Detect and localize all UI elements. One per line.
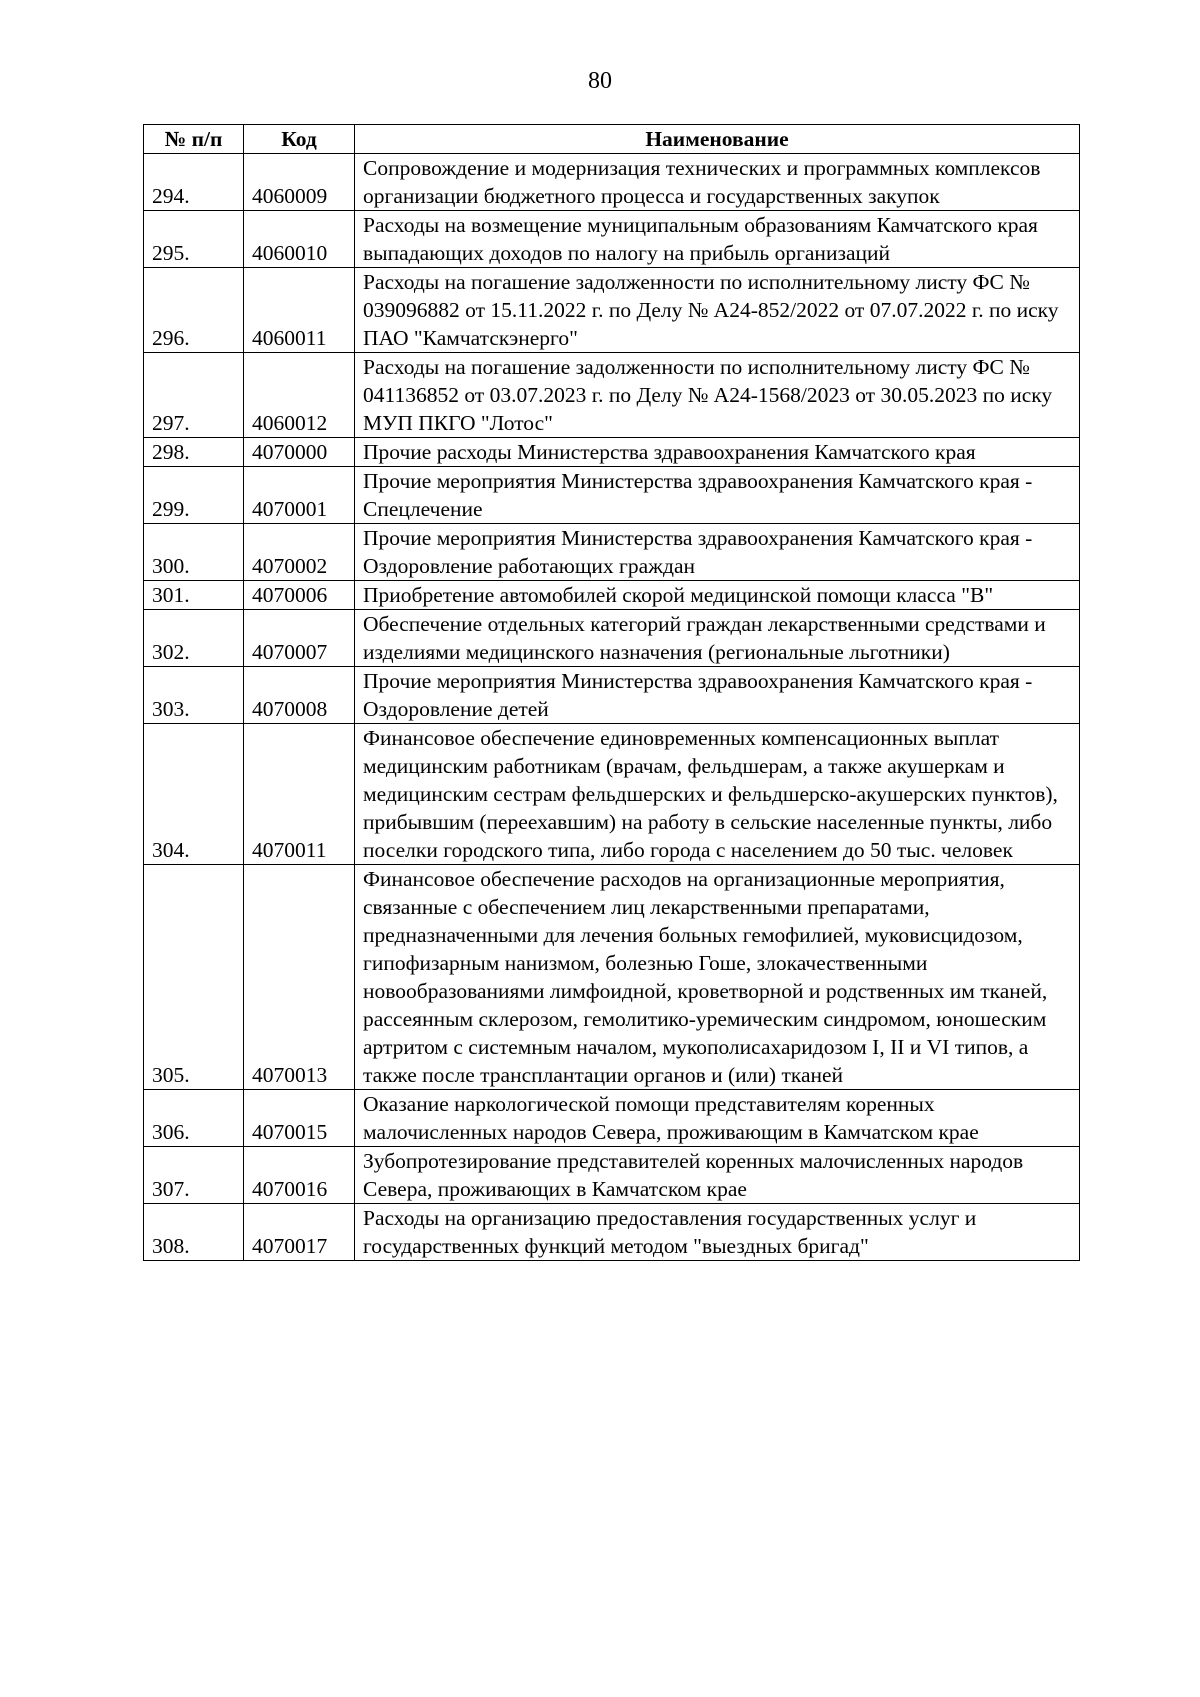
- row-name: Прочие расходы Министерства здравоохранения Камчатского края: [355, 438, 1080, 467]
- table-row: [144, 467, 1080, 524]
- row-number: 306.: [144, 1090, 244, 1147]
- table-row: [144, 353, 1080, 438]
- row-number: 308.: [144, 1204, 244, 1261]
- table-header-row: [144, 125, 1080, 154]
- page-number: 80: [588, 68, 612, 94]
- table-row: [144, 865, 1080, 1090]
- row-name: Расходы на организацию предоставления государственных услуг и государственных функций методом "выездных бригад": [355, 1204, 1080, 1261]
- row-code: 4070000: [244, 438, 355, 467]
- row-code: 4070013: [244, 865, 355, 1090]
- row-code: 4070015: [244, 1090, 355, 1147]
- row-code: 4070016: [244, 1147, 355, 1204]
- table-row: [144, 211, 1080, 268]
- row-number: 305.: [144, 865, 244, 1090]
- table-row: [144, 524, 1080, 581]
- row-name: Прочие мероприятия Министерства здравоохранения Камчатского края - Оздоровление детей: [355, 667, 1080, 724]
- table-row: [144, 438, 1080, 467]
- row-code: 4070006: [244, 581, 355, 610]
- row-name: Финансовое обеспечение единовременных компенсационных выплат медицинским работникам (врачам, фельдшерам, а также акушеркам и медицинским сестрам фельдшерских и фельдшерско-акушерских пунктов), прибывшим (переехавшим) на работу в сельские населенные пункты, либо поселки городского типа, либо города с населением до 50 тыс. человек: [355, 724, 1080, 865]
- table-row: [144, 581, 1080, 610]
- row-name: Сопровождение и модернизация технических и программных комплексов организации бюджетного процесса и государственных закупок: [355, 154, 1080, 211]
- row-name: Приобретение автомобилей скорой медицинской помощи класса "B": [355, 581, 1080, 610]
- row-code: 4070007: [244, 610, 355, 667]
- row-number: 299.: [144, 467, 244, 524]
- table-row: [144, 610, 1080, 667]
- row-number: 307.: [144, 1147, 244, 1204]
- table-row: [144, 1147, 1080, 1204]
- row-code: 4060010: [244, 211, 355, 268]
- row-name: Расходы на погашение задолженности по исполнительному листу ФС № 039096882 от 15.11.2022 г. по Делу № А24-852/2022 от 07.07.2022 г. по иску ПАО "Камчатскэнерго": [355, 268, 1080, 353]
- row-name: Обеспечение отдельных категорий граждан лекарственными средствами и изделиями медицинского назначения (региональные льготники): [355, 610, 1080, 667]
- row-code: 4070008: [244, 667, 355, 724]
- table-row: [144, 667, 1080, 724]
- table-body: [144, 154, 1080, 1261]
- table-row: [144, 154, 1080, 211]
- row-number: 304.: [144, 724, 244, 865]
- header-number: № п/п: [144, 125, 244, 154]
- row-number: 302.: [144, 610, 244, 667]
- row-name: Зубопротезирование представителей коренных малочисленных народов Севера, проживающих в Камчатском крае: [355, 1147, 1080, 1204]
- row-number: 295.: [144, 211, 244, 268]
- table-row: [144, 1090, 1080, 1147]
- row-name: Прочие мероприятия Министерства здравоохранения Камчатского края - Оздоровление работающих граждан: [355, 524, 1080, 581]
- row-number: 301.: [144, 581, 244, 610]
- row-number: 296.: [144, 268, 244, 353]
- row-name: Оказание наркологической помощи представителям коренных малочисленных народов Севера, проживающим в Камчатском крае: [355, 1090, 1080, 1147]
- row-name: Финансовое обеспечение расходов на организационные мероприятия, связанные с обеспечением лиц лекарственными препаратами, предназначенными для лечения больных гемофилией, муковисцидозом, гипофизарным нанизмом, болезнью Гоше, злокачественными новообразованиями лимфоидной, кроветворной и родственных им тканей, рассеянным склерозом, гемолитико-уремическим синдромом, юношеским артритом с системным началом, мукополисахаридозом I, II и VI типов, а также после трансплантации органов и (или) тканей: [355, 865, 1080, 1090]
- row-number: 297.: [144, 353, 244, 438]
- row-code: 4060011: [244, 268, 355, 353]
- table-row: [144, 268, 1080, 353]
- row-number: 303.: [144, 667, 244, 724]
- header-code: Код: [244, 125, 355, 154]
- row-name: Расходы на возмещение муниципальным образованиям Камчатского края выпадающих доходов по налогу на прибыль организаций: [355, 211, 1080, 268]
- row-name: Прочие мероприятия Министерства здравоохранения Камчатского края - Спецлечение: [355, 467, 1080, 524]
- row-number: 294.: [144, 154, 244, 211]
- row-code: 4070011: [244, 724, 355, 865]
- row-number: 300.: [144, 524, 244, 581]
- table-row: [144, 724, 1080, 865]
- row-number: 298.: [144, 438, 244, 467]
- row-code: 4070001: [244, 467, 355, 524]
- row-code: 4070002: [244, 524, 355, 581]
- row-code: 4070017: [244, 1204, 355, 1261]
- budget-codes-table: [143, 124, 1080, 1261]
- row-code: 4060012: [244, 353, 355, 438]
- row-name: Расходы на погашение задолженности по исполнительному листу ФС № 041136852 от 03.07.2023 г. по Делу № А24-1568/2023 от 30.05.2023 по иску МУП ПКГО "Лотос": [355, 353, 1080, 438]
- row-code: 4060009: [244, 154, 355, 211]
- table-row: [144, 1204, 1080, 1261]
- header-name: Наименование: [355, 125, 1080, 154]
